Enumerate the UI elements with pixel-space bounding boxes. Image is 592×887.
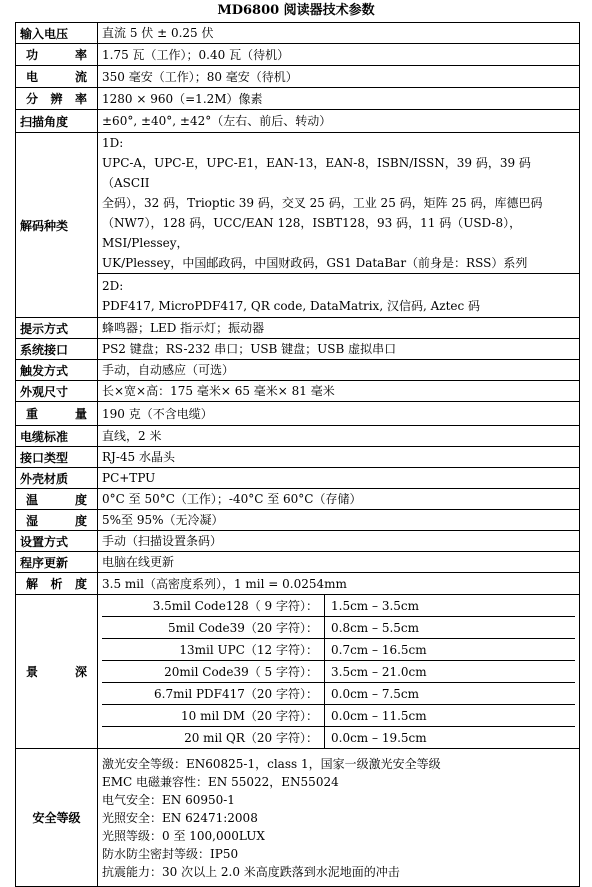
row-label: 解码种类 <box>16 133 98 318</box>
safety-cell <box>98 749 580 887</box>
row-value: 350 毫安（工作）；80 毫安（待机） <box>98 66 580 88</box>
depth-cell <box>98 595 580 749</box>
depth-range: 1.5cm – 3.5cm <box>325 595 576 617</box>
spec-row-safety <box>16 749 580 887</box>
spec-row-resolution-mil <box>16 573 580 595</box>
row-label: 电缆标准 <box>16 426 98 447</box>
row-value: 电脑在线更新 <box>98 552 580 573</box>
spec-row-humidity <box>16 510 580 531</box>
spec-row-current <box>16 66 580 88</box>
depth-code: 20mil Code39（ 5 字符）： <box>102 661 325 683</box>
spec-row-cable <box>16 426 580 447</box>
depth-code: 20 mil QR（20 字符）： <box>102 727 325 749</box>
safety-line: 防水防尘密封等级：IP50 <box>102 846 239 861</box>
decode-1d-line: 全码），32 码，Trioptic 39 码，交叉 25 码，工业 25 码，矩阵 25 码，库德巴码 <box>102 196 543 210</box>
depth-row <box>102 595 575 617</box>
spec-row-setup <box>16 531 580 552</box>
page-title: MD6800 阅读器技术参数 <box>217 3 375 18</box>
depth-code: 10 mil DM（20 字符）： <box>102 705 325 727</box>
safety-line: 电气安全：EN 60950-1 <box>102 792 235 807</box>
row-label: 触发方式 <box>16 360 98 381</box>
depth-code: 5mil Code39（20 字符）： <box>102 617 325 639</box>
decode-1d-line: （NW7），128 码，UCC/EAN 128，ISBT128，93 码，11 码（USD-8），MSI/Plessey， <box>102 216 522 250</box>
safety-line: 光照等级：0 至 100,000LUX <box>102 828 265 843</box>
row-value: ±60°, ±40°, ±42°（左右、前后、转动） <box>98 110 580 133</box>
row-value: PC+TPU <box>98 468 580 489</box>
decode-1d-title: 1D: <box>102 136 124 150</box>
row-label: 解析度 <box>16 573 98 595</box>
safety-line: 激光安全等级：EN60825-1，class 1，国家一级激光安全等级 <box>102 756 441 771</box>
safety-line: 光照安全：EN 62471:2008 <box>102 810 258 825</box>
row-label: 湿度 <box>16 510 98 531</box>
depth-code: 6.7mil PDF417（20 字符）： <box>102 683 325 705</box>
decode-2d-title: 2D: <box>102 278 124 293</box>
row-value: 1280 × 960（=1.2M）像素 <box>98 88 580 110</box>
spec-row-trigger <box>16 360 580 381</box>
safety-line: EMC 电磁兼容性：EN 55022，EN55024 <box>102 774 339 789</box>
depth-range: 3.5cm – 21.0cm <box>325 661 576 683</box>
row-value: 190 克（不含电缆） <box>98 402 580 426</box>
spec-row-depth-of-field <box>16 595 580 749</box>
spec-row-prompt <box>16 318 580 339</box>
row-label: 程序更新 <box>16 552 98 573</box>
row-value: 手动，自动感应（可选） <box>98 360 580 381</box>
row-value: RJ-45 水晶头 <box>98 447 580 468</box>
depth-row <box>102 661 575 683</box>
depth-range: 0.0cm – 11.5cm <box>325 705 576 727</box>
depth-row <box>102 727 575 749</box>
row-value: 直线，2 米 <box>98 426 580 447</box>
depth-row <box>102 639 575 661</box>
depth-range: 0.7cm – 16.5cm <box>325 639 576 661</box>
decode-1d-line: UK/Plessey，中国邮政码，中国财政码，GS1 DataBar（前身是：RSS）系列 <box>102 256 528 270</box>
row-value: 手动（扫描设置条码） <box>98 531 580 552</box>
spec-row-power <box>16 44 580 66</box>
spec-row-resolution <box>16 88 580 110</box>
safety-line: 抗震能力：30 次以上 2.0 米高度跌落到水泥地面的冲击 <box>102 864 400 879</box>
row-label: 功率 <box>16 44 98 66</box>
spec-row-weight <box>16 402 580 426</box>
spec-row-interface <box>16 339 580 360</box>
row-label: 分辨率 <box>16 88 98 110</box>
spec-row-scan-angle <box>16 110 580 133</box>
spec-row-temperature <box>16 489 580 510</box>
row-label: 系统接口 <box>16 339 98 360</box>
row-value: 0°C 至 50°C（工作）；-40°C 至 60°C（存储） <box>98 489 580 510</box>
row-value: 直流 5 伏 ± 0.25 伏 <box>98 23 580 44</box>
spec-table <box>15 22 580 887</box>
row-label: 电流 <box>16 66 98 88</box>
depth-row <box>102 705 575 727</box>
decode-1d-cell <box>98 133 580 274</box>
spec-row-input-voltage <box>16 23 580 44</box>
row-label: 外壳材质 <box>16 468 98 489</box>
depth-code: 3.5mil Code128（ 9 字符）： <box>102 595 325 617</box>
depth-row <box>102 617 575 639</box>
row-label: 设置方式 <box>16 531 98 552</box>
depth-range: 0.0cm – 19.5cm <box>331 730 427 745</box>
decode-2d-line: PDF417, MicroPDF417, QR code, DataMatrix, 汉信码, Aztec 码 <box>102 298 481 313</box>
depth-code: 13mil UPC（12 字符）： <box>102 639 325 661</box>
depth-range: 0.0cm – 7.5cm <box>325 683 576 705</box>
spec-row-connector <box>16 447 580 468</box>
spec-row-decode-2d <box>16 274 580 318</box>
spec-row-firmware <box>16 552 580 573</box>
row-value: 1.75 瓦（工作）；0.40 瓦（待机） <box>98 44 580 66</box>
row-value: 长×宽×高：175 毫米× 65 毫米× 81 毫米 <box>98 381 580 402</box>
row-label: 安全等级 <box>16 749 98 887</box>
row-label: 重量 <box>16 402 98 426</box>
row-label: 提示方式 <box>16 318 98 339</box>
row-label: 景深 <box>16 595 98 749</box>
row-label: 外观尺寸 <box>16 381 98 402</box>
row-label: 输入电压 <box>16 23 98 44</box>
row-value: PS2 键盘；RS-232 串口；USB 键盘；USB 虚拟串口 <box>98 339 580 360</box>
row-label: 扫描角度 <box>16 110 98 133</box>
spec-row-decode-1d <box>16 133 580 274</box>
decode-1d-line: UPC-A，UPC-E，UPC-E1，EAN-13，EAN-8，ISBN/ISSN，39 码，39 码（ASCII <box>102 156 531 190</box>
row-value: 5%至 95%（无冷凝） <box>98 510 580 531</box>
depth-table <box>102 595 575 748</box>
depth-row <box>102 683 575 705</box>
row-value: 3.5 mil（高密度系列），1 mil = 0.0254mm <box>98 573 580 595</box>
row-label: 温度 <box>16 489 98 510</box>
row-label: 接口类型 <box>16 447 98 468</box>
decode-2d-cell <box>98 274 580 318</box>
row-value: 蜂鸣器；LED 指示灯；振动器 <box>98 318 580 339</box>
depth-range: 0.8cm – 5.5cm <box>325 617 576 639</box>
spec-row-housing <box>16 468 580 489</box>
spec-row-dimensions <box>16 381 580 402</box>
